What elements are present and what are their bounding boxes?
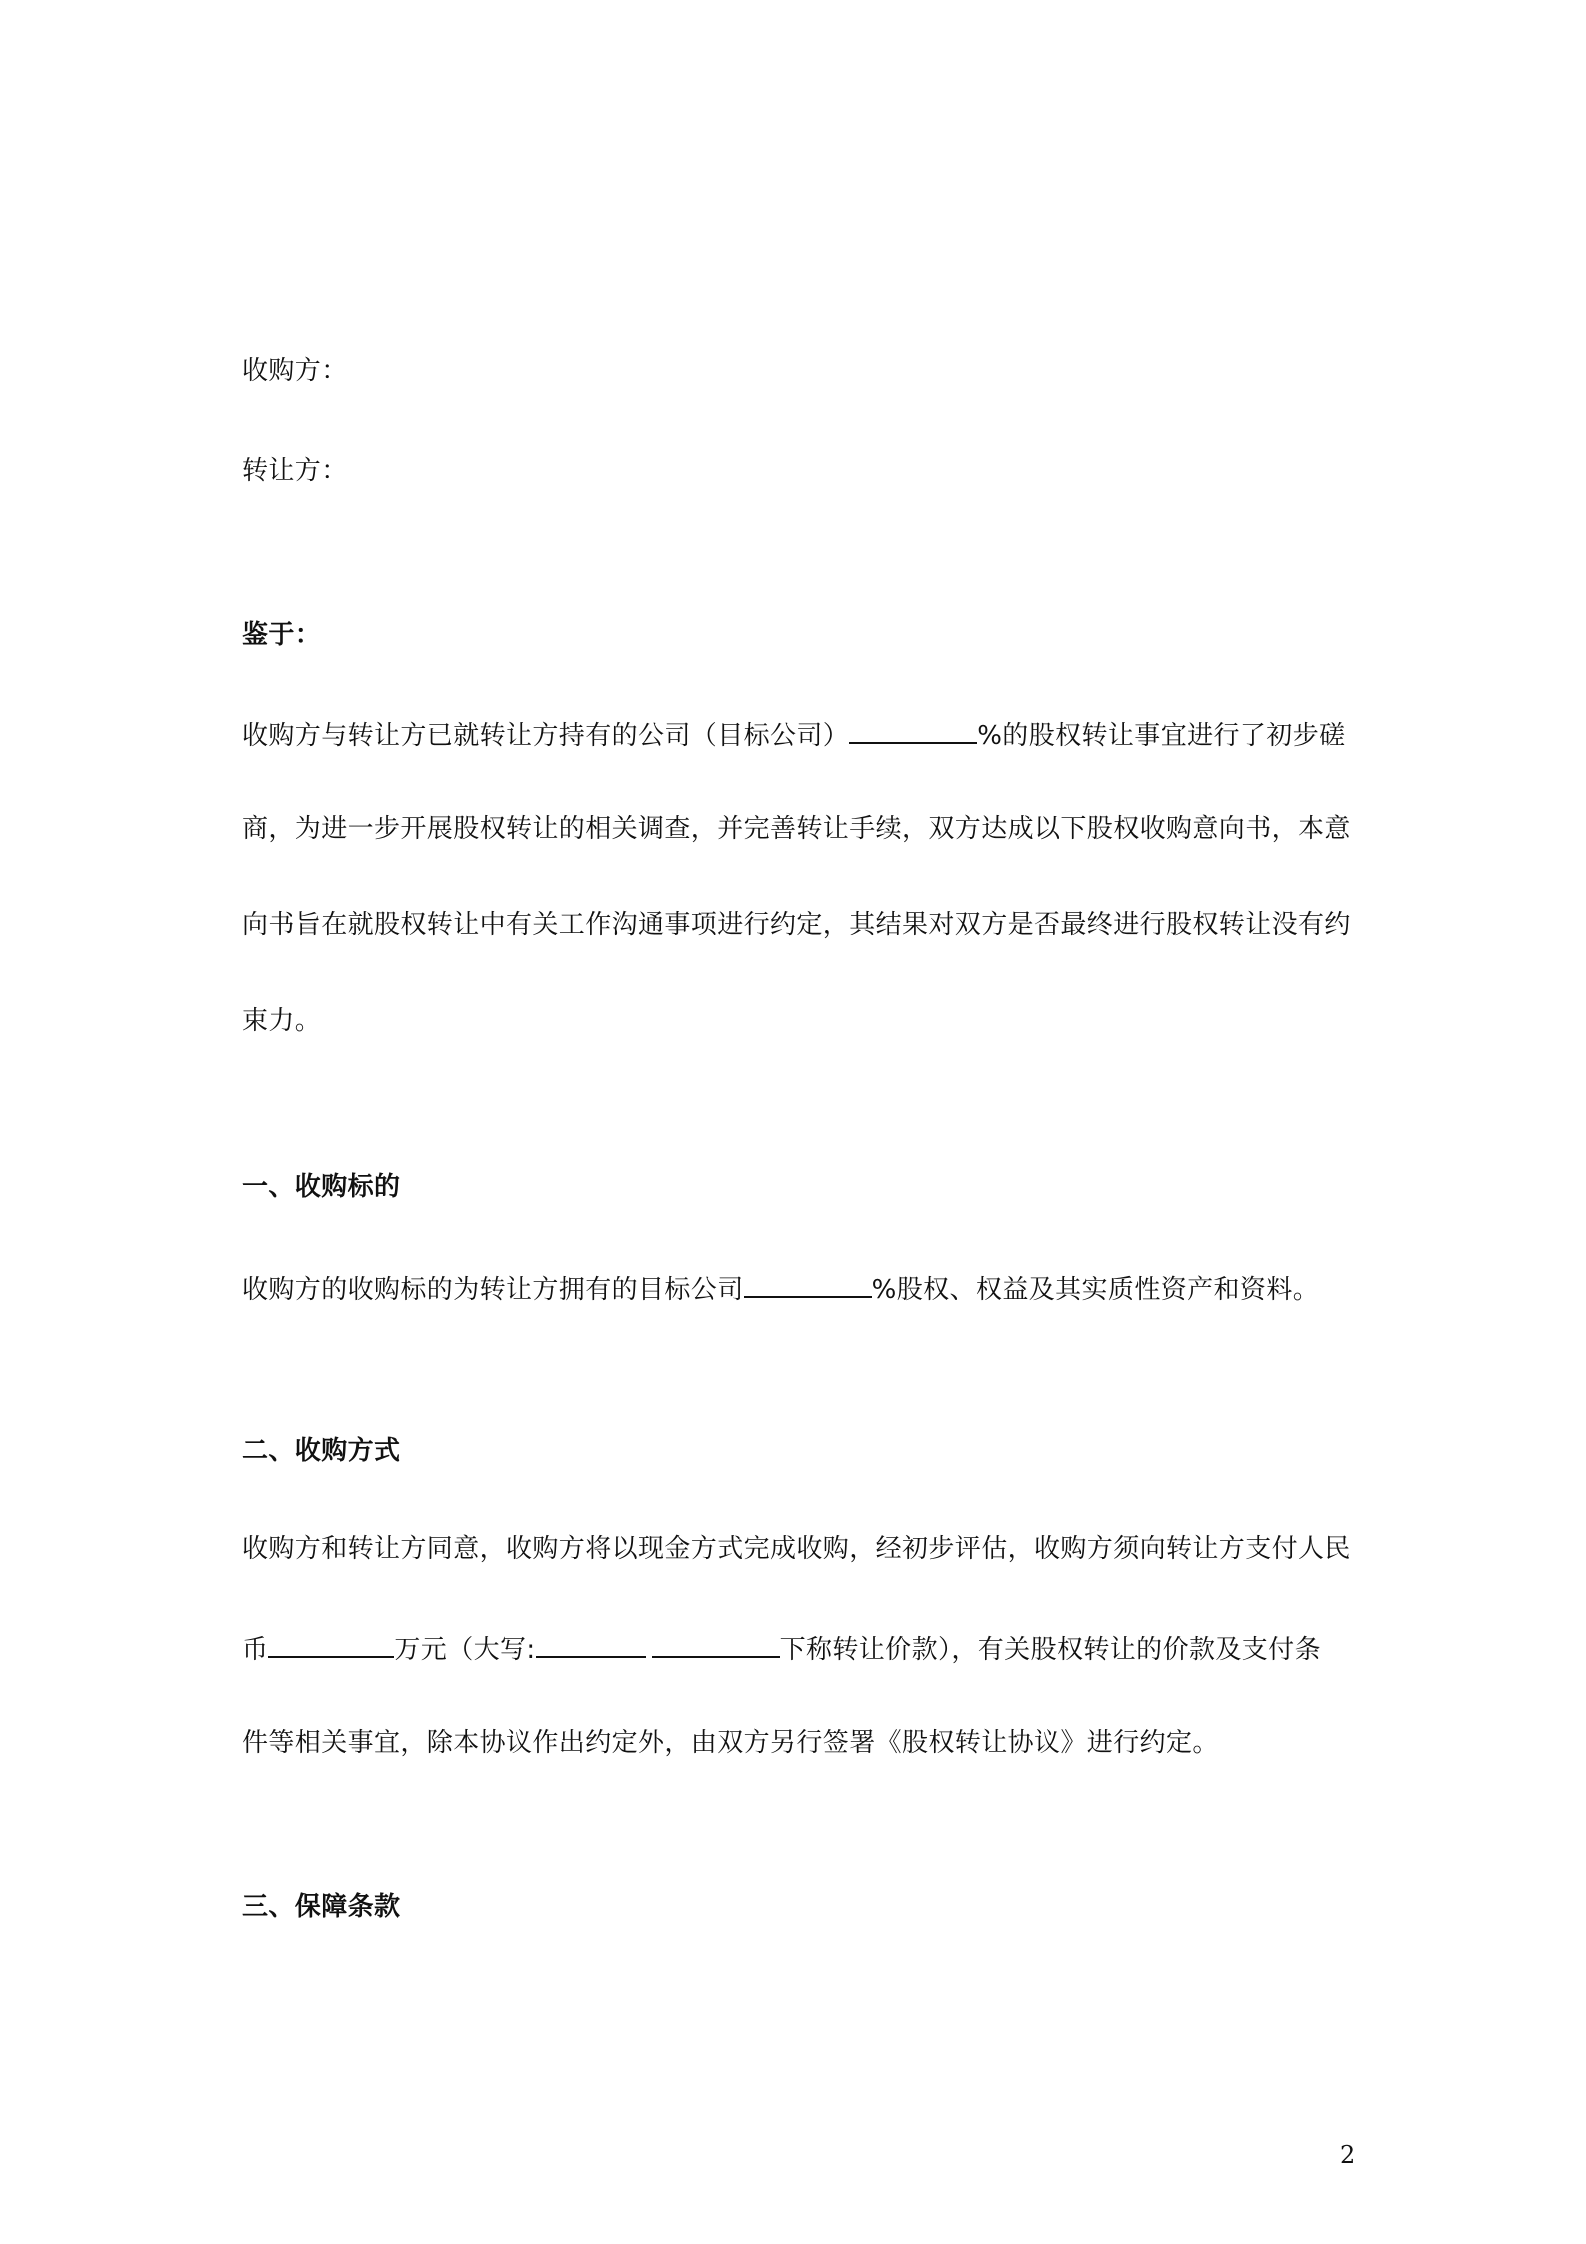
section-2-line-1: 收购方和转让方同意，收购方将以现金方式完成收购，经初步评估，收购方须向转让方支付人民: [242, 1534, 1351, 1564]
section-2-line-2: [242, 1630, 1321, 1667]
page-number: 2: [1340, 2141, 1356, 2169]
price-amount-blank[interactable]: [268, 1630, 394, 1658]
whereas-heading: 鉴于：: [242, 620, 322, 650]
whereas-text-1a: 收购方与转让方已就转让方持有的公司（目标公司）: [242, 721, 850, 751]
section-1-line-1: [242, 1270, 1319, 1307]
acquirer-label: 收购方：: [242, 356, 348, 386]
section-1-text-a: 收购方的收购标的为转让方拥有的目标公司: [242, 1275, 744, 1305]
section-2-text-c: 下称转让价款），有关股权转让的价款及支付条: [779, 1635, 1321, 1665]
section-2-text-b: 万元（大写:: [394, 1635, 536, 1665]
price-capital-blank-2[interactable]: [652, 1630, 780, 1658]
whereas-paragraph-line-1: [242, 716, 1346, 753]
whereas-text-1b: %的股权转让事宜进行了初步磋: [977, 721, 1346, 751]
target-equity-percent-blank[interactable]: [744, 1270, 872, 1298]
whereas-paragraph-line-3: 向书旨在就股权转让中有关工作沟通事项进行约定，其结果对双方是否最终进行股权转让没有约: [242, 910, 1351, 940]
section-2-text-a: 币: [242, 1635, 269, 1665]
section-1-heading: 一、收购标的: [242, 1172, 401, 1202]
section-2-line-3: 件等相关事宜，除本协议作出约定外，由双方另行签署《股权转让协议》进行约定。: [242, 1728, 1219, 1758]
equity-percent-blank[interactable]: [849, 716, 977, 744]
section-2-heading: 二、收购方式: [242, 1436, 401, 1466]
whereas-paragraph-line-4: 束力。: [242, 1006, 322, 1036]
whereas-paragraph-line-2: 商，为进一步开展股权转让的相关调查，并完善转让手续，双方达成以下股权收购意向书，本意: [242, 814, 1351, 844]
section-1-text-b: %股权、权益及其实质性资产和资料。: [871, 1275, 1320, 1305]
price-capital-blank-1[interactable]: [536, 1630, 646, 1658]
transferor-label: 转让方：: [242, 456, 348, 486]
section-3-heading: 三、保障条款: [242, 1892, 401, 1922]
